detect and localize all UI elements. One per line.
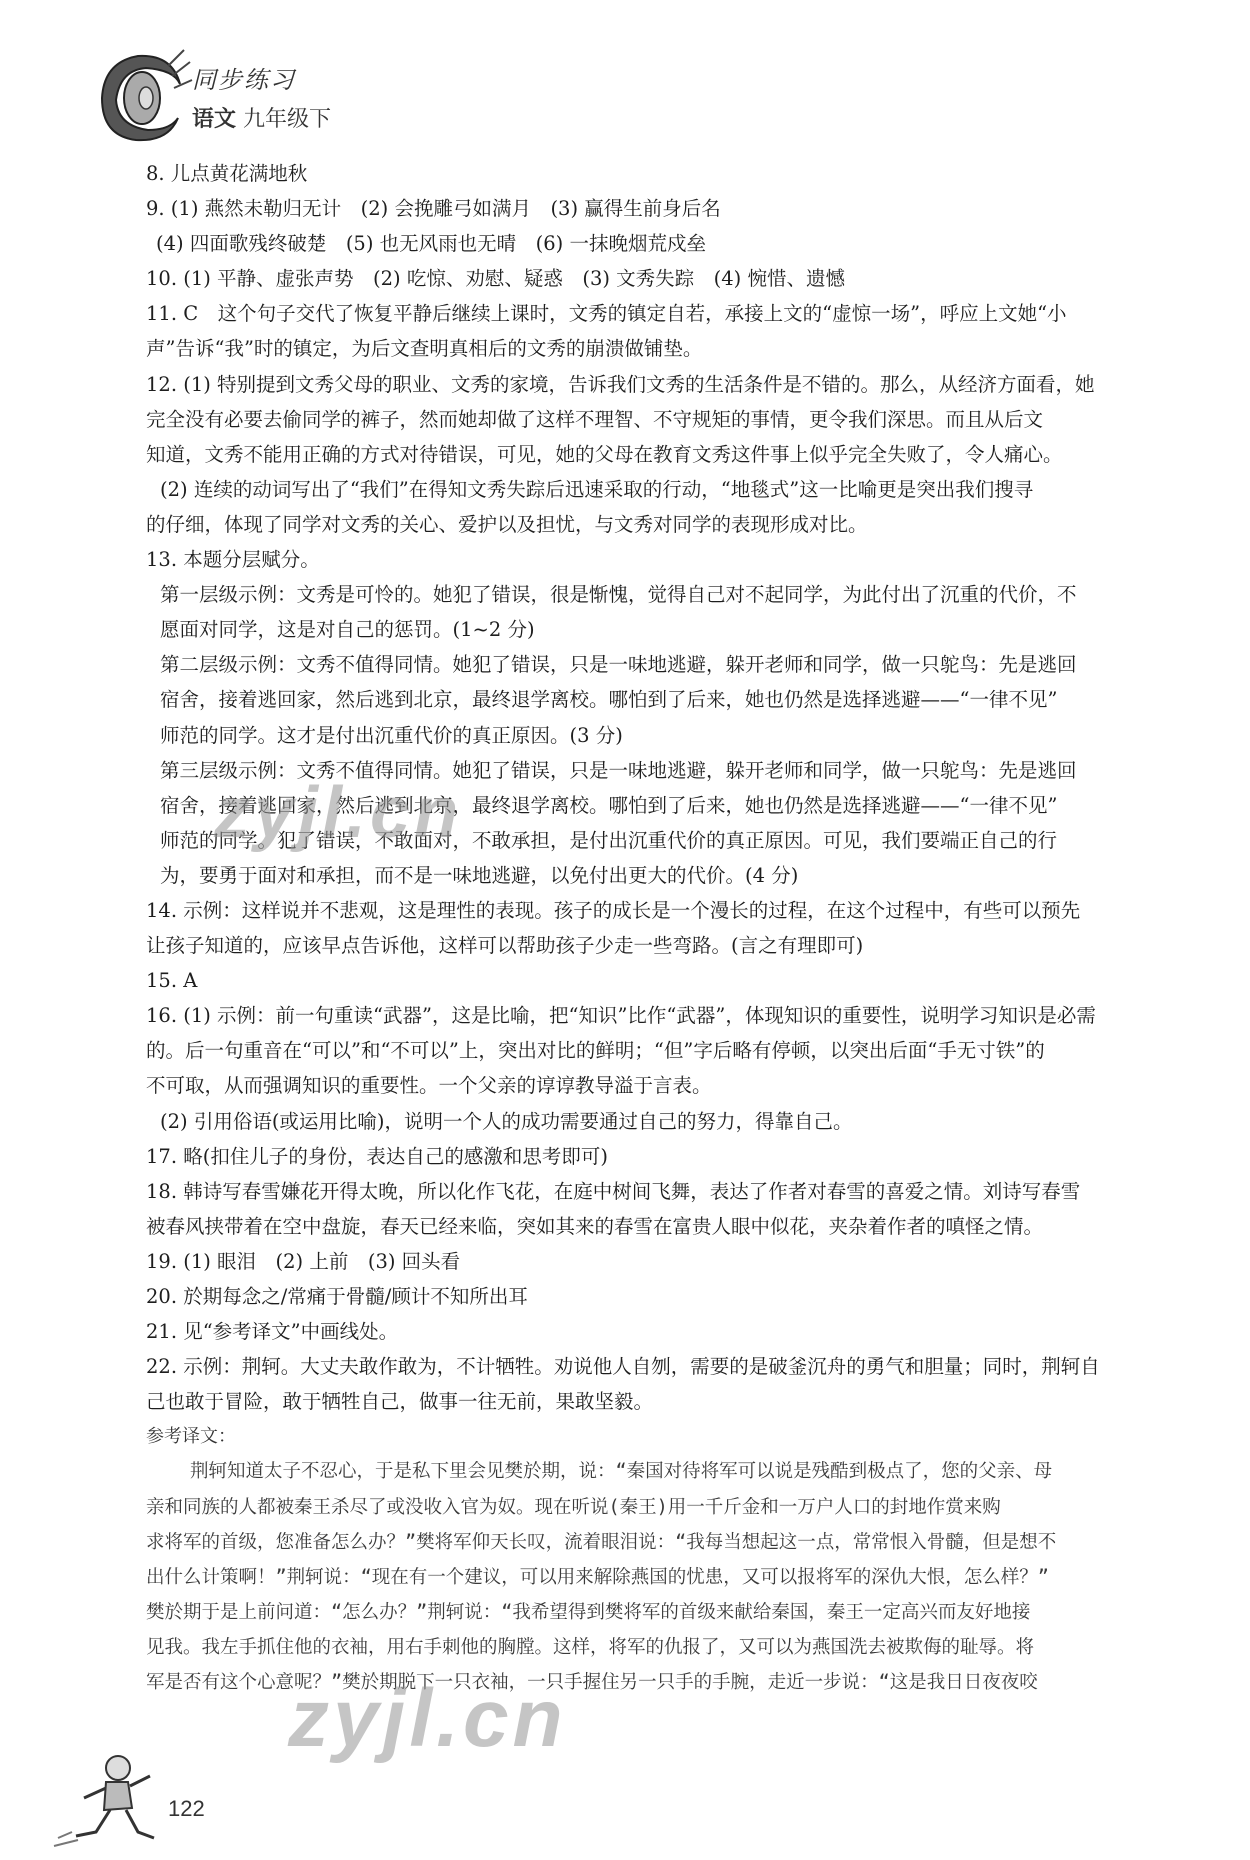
grade-label: 九年级下 xyxy=(243,107,332,132)
answer-line: 宿舍，接着逃回家，然后逃到北京，最终退学离校。哪怕到了后来，她也仍然是选择逃避——“一律不见” xyxy=(160,793,1058,817)
answer-line: 的。后一句重音在“可以”和“不可以”上，突出对比的鲜明；“但”字后略有停顿，以突出后面“手无寸铁”的 xyxy=(146,1039,1045,1063)
answer-line: 愿面对同学，这是对自己的惩罚。(1~2 分) xyxy=(160,618,535,642)
answer-line: 第三层级示例：文秀不值得同情。她犯了错误，只是一味地逃避，躲开老师和同学，做一只鸵鸟：先是逃回 xyxy=(160,758,1077,782)
answer-line: 9. (1) 燕然未勒归无计 (2) 会挽雕弓如满月 (3) 赢得生前身后名 xyxy=(146,197,721,221)
answer-line: 20. 於期每念之/常痛于骨髓/顾计不知所出耳 xyxy=(146,1285,528,1308)
page-number: 122 xyxy=(168,1796,205,1821)
translation-line: 求将军的首级，您准备怎么办？”樊将军仰天长叹，流着眼泪说：“我每当想起这一点，常常恨入骨髓，但是想不 xyxy=(146,1531,1057,1553)
translation-line: 军是否有这个心意呢？”樊於期脱下一只衣袖，一只手握住另一只手的手腕，走近一步说：“这是我日日夜夜咬 xyxy=(146,1672,1038,1694)
answer-line: (2) 引用俗语(或运用比喻)，说明一个人的成功需要通过自己的努力，得靠自己。 xyxy=(160,1109,853,1133)
subject-label: 语文 xyxy=(192,106,237,132)
answer-line: 第一层级示例：文秀是可怜的。她犯了错误，很是惭愧，觉得自己对不起同学，为此付出了沉重的代价，不 xyxy=(160,583,1077,607)
answer-line: 12. (1) 特别提到文秀父母的职业、文秀的家境，告诉我们文秀的生活条件是不错的。那么，从经济方面看，她 xyxy=(146,372,1095,396)
answer-line: 10. (1) 平静、虚张声势 (2) 吃惊、劝慰、疑惑 (3) 文秀失踪 (4) 惋惜、遗憾 xyxy=(146,267,845,291)
answer-content xyxy=(146,156,1200,1700)
answer-line: 14. 示例：这样说并不悲观，这是理性的表现。孩子的成长是一个漫长的过程，在这个过程中，有些可以预先 xyxy=(146,898,1081,922)
answer-line: 声”告诉“我”时的镇定，为后文查明真相后的文秀的崩溃做铺垫。 xyxy=(146,337,703,361)
translation-line: 荆轲知道太子不忍心，于是私下里会见樊於期，说：“秦国对待将军可以说是残酷到极点了，您的父亲、母 xyxy=(190,1461,1053,1483)
answer-line: (4) 四面歌残终破楚 (5) 也无风雨也无晴 (6) 一抹晚烟荒戍垒 xyxy=(156,232,706,256)
answer-line: 19. (1) 眼泪 (2) 上前 (3) 回头看 xyxy=(146,1249,461,1273)
book-header xyxy=(84,40,404,150)
answer-line: 13. 本题分层赋分。 xyxy=(146,548,320,572)
translation-line: 亲和同族的人都被秦王杀尽了或没收入官为奴。现在听说(秦王)用一千斤金和一万户人口的封地作赏来购 xyxy=(146,1496,1001,1518)
answer-line: 为，要勇于面对和承担，而不是一味地逃避，以免付出更大的代价。(4 分) xyxy=(160,863,799,887)
answer-line: 22. 示例：荆轲。大丈夫敢作敢为，不计牺牲。劝说他人自刎，需要的是破釜沉舟的勇气和胆量；同时，荆轲自 xyxy=(146,1355,1100,1379)
translation-heading: 参考译文： xyxy=(146,1426,236,1448)
answer-line: 不可取，从而强调知识的重要性。一个父亲的谆谆教导溢于言表。 xyxy=(146,1074,712,1098)
answer-line: 第二层级示例：文秀不值得同情。她犯了错误，只是一味地逃避，躲开老师和同学，做一只鸵鸟：先是逃回 xyxy=(160,653,1077,677)
translation-line: 樊於期于是上前问道：“怎么办？”荆轲说：“我希望得到樊将军的首级来献给秦国，秦王一定高兴而友好地接 xyxy=(146,1601,1031,1623)
answer-line: 师范的同学。这才是付出沉重代价的真正原因。(3 分) xyxy=(160,723,623,747)
answer-line: 的仔细，体现了同学对文秀的关心、爱护以及担忧，与文秀对同学的表现形成对比。 xyxy=(146,512,868,536)
translation-line: 出什么计策啊！”荆轲说：“现在有一个建议，可以用来解除燕国的忧患，又可以报将军的深仇大恨，怎么样？” xyxy=(146,1566,1049,1588)
answer-line: (2) 连续的动词写出了“我们”在得知文秀失踪后迅速采取的行动，“地毯式”这一比喻更是突出我们搜寻 xyxy=(160,477,1034,501)
answer-line: 8. 儿点黄花满地秋 xyxy=(146,162,308,185)
answer-line: 18. 韩诗写春雪嫌花开得太晚，所以化作飞花，在庭中树间飞舞，表达了作者对春雪的喜爱之情。刘诗写春雪 xyxy=(146,1179,1081,1203)
answer-line: 师范的同学。犯了错误，不敢面对，不敢承担，是付出沉重代价的真正原因。可见，我们要端正自己的行 xyxy=(160,828,1058,852)
answer-line: 让孩子知道的，应该早点告诉他，这样可以帮助孩子少走一些弯路。(言之有理即可) xyxy=(146,934,864,958)
watermark: zyjl.cn xyxy=(214,773,463,853)
watermark: zyjl.cn xyxy=(288,1673,567,1764)
answer-line: 己也敢于冒险，敢于牺牲自己，做事一往无前，果敢坚毅。 xyxy=(146,1390,654,1414)
answer-line: 21. 见“参考译文”中画线处。 xyxy=(146,1320,399,1344)
answer-line: 宿舍，接着逃回家，然后逃到北京，最终退学离校。哪怕到了后来，她也仍然是选择逃避——“一律不见” xyxy=(160,688,1058,712)
answer-line: 17. 略(扣住儿子的身份，表达自己的感激和思考即可) xyxy=(146,1144,608,1168)
series-title: 同步练习 xyxy=(192,66,296,94)
answer-line: 完全没有必要去偷同学的裤子，然而她却做了这样不理智、不守规矩的事情，更令我们深思。而且从后文 xyxy=(146,407,1044,431)
subject-grade xyxy=(192,102,331,133)
answer-line: 被春风挟带着在空中盘旋，春天已经来临，突如其来的春雪在富贵人眼中似花，夹杂着作者的嗔怪之情。 xyxy=(146,1214,1044,1238)
speaker-logo-icon xyxy=(84,40,194,150)
answer-line: 15. A xyxy=(146,969,198,993)
answer-line: 知道，文秀不能用正确的方式对待错误，可见，她的父母在教育文秀这件事上似乎完全失败了，令人痛心。 xyxy=(146,442,1063,466)
answer-line: 16. (1) 示例：前一句重读“武器”，这是比喻，把“知识”比作“武器”，体现知识的重要性，说明学习知识是必需 xyxy=(146,1004,1096,1028)
translation-line: 见我。我左手抓住他的衣袖，用右手刺他的胸膛。这样，将军的仇报了，又可以为燕国洗去被欺侮的耻辱。将 xyxy=(146,1636,1035,1658)
running-kid-icon xyxy=(48,1752,168,1852)
page-footer xyxy=(48,1752,248,1852)
answer-line: 11. C 这个句子交代了恢复平静后继续上课时，文秀的镇定自若，承接上文的“虚惊一场”，呼应上文她“小 xyxy=(146,302,1067,326)
